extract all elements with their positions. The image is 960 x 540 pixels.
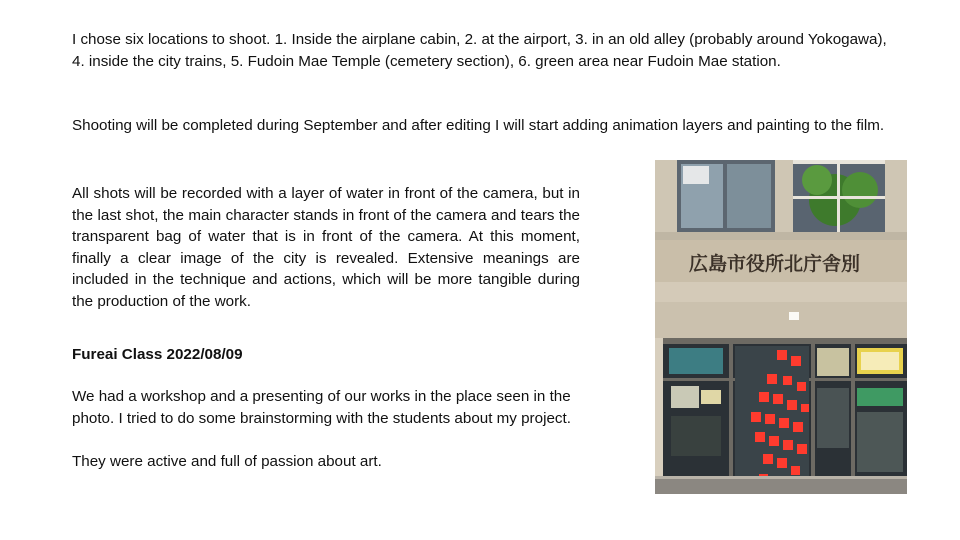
paragraph-schedule: Shooting will be completed during September and after editing I will start adding animation layers and painting to the film. <box>72 117 885 134</box>
building-entrance-photo <box>655 160 907 494</box>
floor <box>655 478 907 494</box>
paragraph-water-layer: All shots will be recorded with a layer of water in front of the camera, but in the last shot, the main character stands in front of the camera and tears the transparent bag of water that is in front of the camera. At this moment, finally a clear image of the city is revealed. Extensive meanings are included in the technique and actions, which will be more tangible during the production of the work. <box>72 185 580 310</box>
section-heading: Fureai Class 2022/08/09 <box>72 346 243 363</box>
paragraph-students: They were active and full of passion about art. <box>72 453 382 470</box>
paragraph-workshop: We had a workshop and a presenting of our works in the place seen in the photo. I tried to do some brainstorming with the students about my project. <box>72 388 571 427</box>
paragraph-locations: I chose six locations to shoot. 1. Inside the airplane cabin, 2. at the airport, 3. in an old alley (probably around Yokogawa), 4. inside the city trains, 5. Fudoin Mae Temple (cemetery section), 6. green area near Fudoin Mae station. <box>72 31 887 70</box>
building-sign: 広島市役所北庁舎別 <box>689 253 861 275</box>
